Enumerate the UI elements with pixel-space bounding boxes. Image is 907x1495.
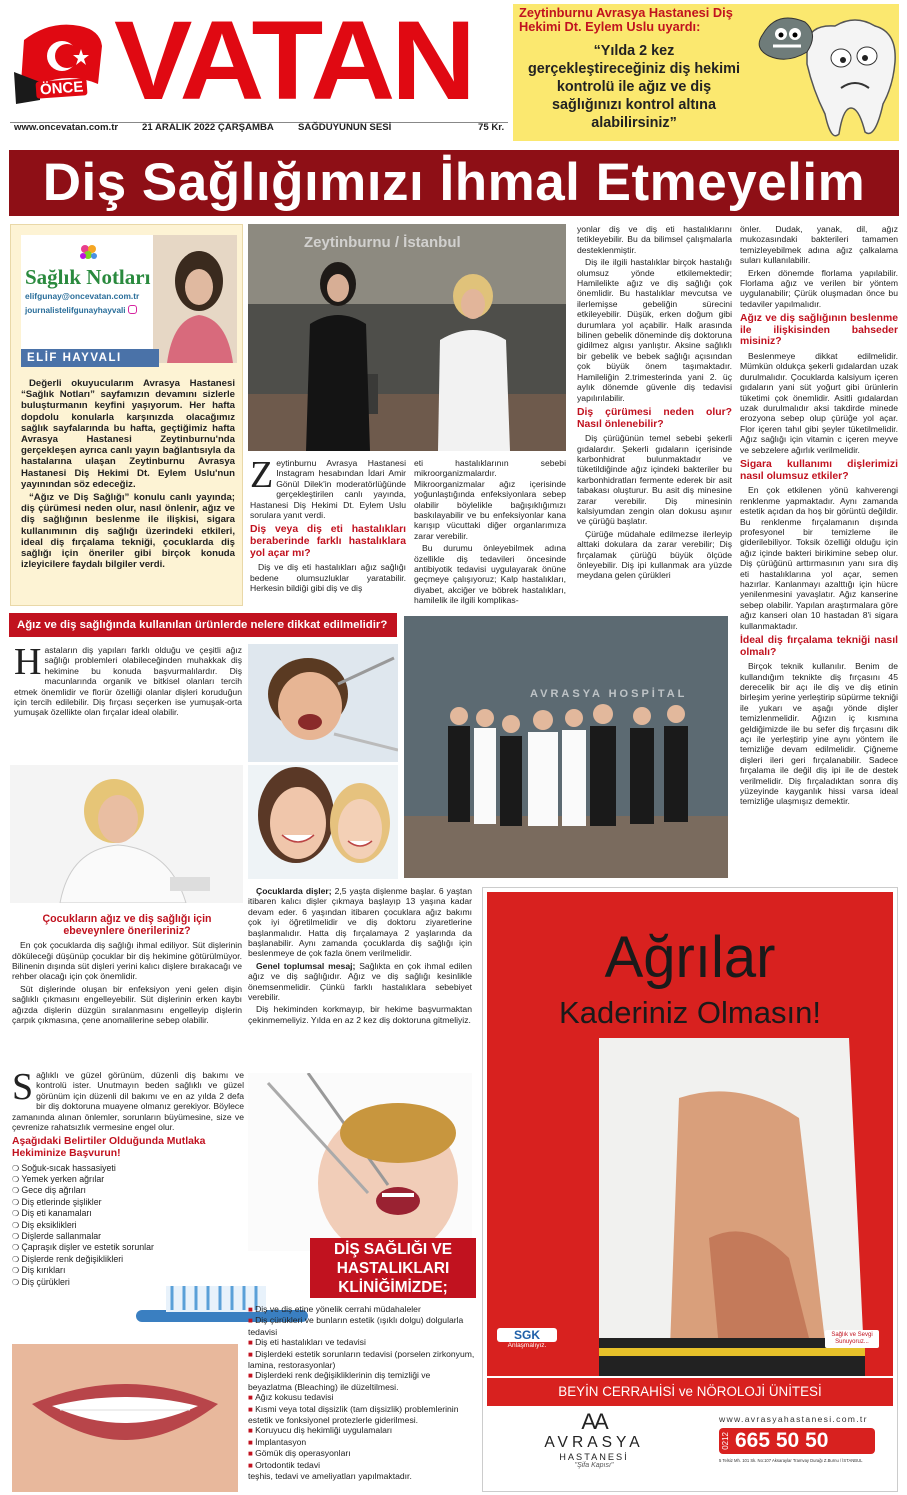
col-d-paragraph-3: Beslenmeye dikkat edilmelidir. Mümkün oldukça şekerli gıdalardan uzak durulmalıdır. Çocuklarda kalsiyum içeren gıdaların yani süt yoğurt gibi ürünlerin tüketimi çok önemlidir. Asitli gıdalardan uzak durulmalıdır aksi takdirde minede erozyona sebep olup çürüğe yol açar. Flor içeren tahıl gibi şeyler tüketilmelidir. Ağız sağlığı için vitamin c içeren meyve ve sebzelere ağırlık verilmelidir. <box>740 351 898 455</box>
website-link[interactable]: www.oncevatan.com.tr <box>14 122 119 133</box>
clinic-list <box>248 1304 476 1471</box>
sgk-sub: Anlaşmalıyız. <box>507 1342 547 1349</box>
col-b <box>414 458 566 608</box>
col-d-subhead-3: İdeal diş fırçalama tekniği nasıl olmalı? <box>740 634 898 658</box>
column-title: Sağlık Notları <box>25 265 151 289</box>
clinic-service-item: ■ İmplantasyon <box>248 1437 476 1448</box>
clinic-service-item: ■ Diş eti hastalıkları ve tedavisi <box>248 1337 476 1348</box>
ad-phone-box[interactable] <box>719 1428 875 1454</box>
stage-caption: Zeytinburnu / İstanbul <box>304 234 461 251</box>
clinic-service-item: ■ Kısmi veya total dişsizlik (tam dişsizlik) problemlerinin estetik ve fonksiyonel protezlerle giderilmesi. <box>248 1404 476 1426</box>
col-a-paragraph-2: Diş ve diş eti hastalıkları ağız sağlığı bedene olumsuzluklar yaratabilir. Herkesin bildiği gibi diş ve diş <box>250 562 406 594</box>
symptom-item: ❍ Çapraşık dişler ve estetik sorunlar <box>12 1242 244 1253</box>
symptom-item: ❍ Dişlerde sallanmalar <box>12 1231 244 1242</box>
col-a-subhead: Diş veya diş eti hastalıkları beraberinde farklı hastalıklara yol açar mı? <box>250 524 406 559</box>
sgk-logo <box>497 1328 557 1349</box>
col-d-subhead-2: Sigara kullanımı dişlerimizi nasıl olumsuz etkiler? <box>740 459 898 482</box>
clinic-title-box <box>310 1238 476 1298</box>
col-a <box>250 454 406 595</box>
col-b-paragraph-2: Bu durumu önleyebilmek adına özellikle diş tedavileri öncesinde antibiyotik tedavisi uygulayarak önüne geçmeye çalışıyoruz; Kalp hastalıkları, diyabet, akciğer ve böbrek hastalıkları, hamilelik ile ilgili komplikas- <box>414 543 566 606</box>
clinic-section <box>248 1304 476 1482</box>
clinic-service-item: ■ Gömük diş operasyonları <box>248 1448 476 1459</box>
symptom-item: ❍ Diş eti kanamaları <box>12 1208 244 1219</box>
mid-col-lead-2: Genel toplumsal mesaj; <box>256 960 356 971</box>
teaser-box <box>513 4 899 141</box>
price: 75 Kr. <box>478 122 505 133</box>
group-photo <box>404 616 728 878</box>
mid-col-paragraph-3: Diş hekiminden korkmayıp, bir hekime başvurmaktan çekinmemeliyiz. Yılda en az 2 kez diş doktoruna gitmeliyiz. <box>248 1004 472 1025</box>
ad-man-photo <box>559 1038 893 1376</box>
mid-col-paragraph-2: Sağlıkta en çok ihmal edilen ağız ve diş sağlığıdır. Ağız ve diş sağlığı kesinlikle önemsenmelidir. Çünkü farklı hastalıklara sebebiyet verebilir. <box>248 960 472 1003</box>
col-c-paragraph-3: Diş çürüğünün temel sebebi şekerli gıdalardır. Şekerli gıdaların içerisinde karbonhidrat bulunmaktadır ve tüketildiğinde ağız içindeki bakteriler bu karbonhidratları fermente ederek bir asit tabakası oluşturur. Bu asit diş minesine zarar verebilir. Diş minesinin kalsiyumdan zengin olan dokusu aşınır ve çürüğü başlatır. <box>577 433 732 527</box>
group-photo-caption: AVRASYA HOSPİTAL <box>530 688 688 700</box>
col-d-paragraph-1: önler. Dudak, yanak, dil, ağız mukozasındaki bakterileri tamamen temizleyebilmek adına ağız çalkalama suları kullanılabilir. <box>740 224 898 266</box>
mid-col-paragraph-1: 2,5 yaşta dişlenme başlar. 6 yaştan itibaren kalıcı dişler çıkmaya başlayıp 13 yaşına kadar devam eder. 6 yaşından itibaren çocuklara ağız bakımı çok iyi öğretilmelidir ve diş doktoru ziyaretlerine başlanmalıdır. Hatta diş fırçalamaya 2 yaşlarında da başlanabilir. Aynı zamanda çocuklarda diş sağlığı için beslenmeye de çok fazla önem verilmelidir. <box>248 886 472 959</box>
intro-paragraph-1: Değerli okuyucularım Avrasya Hastanesi “Sağlık Notları” sayfamızın devamını sizlerle buluşturmanın keyfini yaşıyorum. Her hafta dopdolu konularla karşınızda olacağımız sağlık sayfalarında bu hafta, geçtiğimiz hafta Avrasya Hastanesi Zeytinburnu'nda gerçekleşen ayrıca canlı yayın bağlantısıyla da hastalarına ulaşan Zeytinburnu Avrasya Hastanesi Diş Hekimi Dt. Eylem Uslu'nun yayınından söz edeceğiz. <box>21 378 235 490</box>
col-c-paragraph-1: yonlar diş ve diş eti hastalıklarını tetikleyebilir. Bu da bilimsel çalışmalarla desteklenmiştir. <box>577 224 732 255</box>
headline-banner <box>9 150 899 216</box>
col-d-paragraph-2: Erken dönemde florlama yapılabilir. Florlama ağız ve verilen bir yöntem uygulanabilir; Çürük oluşmadan önce bu tedaviler yapılmalıdır. <box>740 267 898 309</box>
column-email[interactable]: elifgunay@oncevatan.com.tr <box>25 291 140 301</box>
clinic-service-item: ■ Diş çürükleri ve bunların estetik (ışıklı dolgu) dolgularla tedavisi <box>248 1315 476 1337</box>
ad-phone-number: 665 50 50 <box>735 1429 829 1452</box>
ad-title: Ağrılar <box>604 925 776 990</box>
products-dropcap: H <box>14 641 42 683</box>
col-c-subhead: Diş çürümesi neden olur? Nasıl önlenebilir? <box>577 406 732 430</box>
mid-col-lead-1: Çocuklarda dişler; <box>256 886 332 896</box>
clinic-footer: teşhis, tedavi ve ameliyatları yapılmaktadır. <box>248 1471 412 1482</box>
clinic-service-item: ■ Ortodontik tedavi <box>248 1460 476 1471</box>
child-dentist-photo <box>248 644 398 762</box>
symptoms-paragraph: ağlıklı ve güzel görünüm, düzenli diş bakımı ve kontrolü ister. Unutmayın beden sağlıklı ve güzel görünüm için düzenli dil bakımı ve en az yılda 2 defa bir diş doktoruna muayene olmanız gerekiyor. Böylece zamanında alınan önlemler, sorunların büyümesine, size ve çevrenize rahatsızlık vermesine engel olur. <box>12 1070 244 1133</box>
ad-phone-code: 0212 <box>721 1432 730 1450</box>
children-paragraph-2: Süt dişlerinde oluşan bir enfeksiyon yeni gelen dişin sağlıklı çıkmasını engelleyebilir. Süt dişlerinin erken kaybı ağızda dişlerin düzgün sıralanmasını engelleyip dişlerin çarpık çıkmasına, çene anomalilerine sebep olabilir. <box>12 983 242 1026</box>
avrasya-brand-sub: HASTANESİ <box>559 1452 629 1462</box>
author-photo <box>153 235 237 363</box>
children-subhead: Çocukların ağız ve diş sağlığı için ebeveynlere önerileriniz? <box>42 913 212 937</box>
masthead-info <box>14 122 510 136</box>
products-bar <box>9 613 397 637</box>
logo-word: VATAN <box>114 0 472 123</box>
ad-website[interactable]: www.avrasyahastanesi.com.tr <box>719 1414 868 1424</box>
headline: Diş Sağlığımızı İhmal Etmeyelim <box>42 153 866 212</box>
teaser-quote: “Yılda 2 kez gerçekleştireceğiniz diş hekimi kontrolü ile ağız ve diş sağlığınızı kontrol altına alabilirsiniz” <box>528 43 740 131</box>
column-social-handle: journalistelifgunayhayvali <box>25 306 126 315</box>
symptom-item: ❍ Gece diş ağrıları <box>12 1185 244 1196</box>
ad-address: 5 Telsiz Mh. 101 Sk. No:107 Aksaraylar Tramvay Durağı Z.Burnu / İSTANBUL <box>719 1458 863 1463</box>
instagram-icon <box>128 305 137 314</box>
symptom-item: ❍ Diş etlerinde şişlikler <box>12 1197 244 1208</box>
smile-closeup-photo <box>12 1344 238 1492</box>
column-box <box>10 224 243 606</box>
intro-text <box>21 378 235 572</box>
ad-unit-bar <box>487 1378 893 1406</box>
issue-date: 21 ARALIK 2022 ÇARŞAMBA <box>142 122 274 133</box>
symptom-item: ❍ Yemek yerken ağrılar <box>12 1174 244 1185</box>
products-paragraph: astaların diş yapıları farklı olduğu ve çeşitli ağız sağlığı problemleri olabileceğinden muhakkak diş hekimine bu konuda başvurmalılardır. Diş macunlarında organik ve bitkisel olanları tercih etmek önemlidir ve florür özelliği olanlar dişleri koruduğun için tercih edilebilir. Diş fırçası seçerken ise yumuşak-orta yumuşak özellikte olan fırçalar ideal olabilir. <box>14 645 242 718</box>
symptoms-section <box>12 1066 244 1288</box>
mid-col <box>248 886 472 1027</box>
clinic-service-item: ■ Diş ve diş etine yönelik cerrahi müdahaleler <box>248 1304 476 1315</box>
col-c <box>577 224 732 583</box>
grape-icon <box>77 241 101 265</box>
col-d-subhead-1: Ağız ve diş sağlığının beslenme ile ilişkisinden bahseder misiniz? <box>740 313 898 348</box>
motto: SAĞDUYUNUN SESİ <box>298 122 392 133</box>
sgk-text: SGK <box>497 1328 557 1342</box>
author-bar <box>21 349 159 367</box>
col-a-dropcap: Z <box>250 454 274 496</box>
symptom-item: ❍ Diş eksiklikleri <box>12 1220 244 1231</box>
symptoms-title: Aşağıdaki Belirtiler Olduğunda Mutlaka Hekiminize Başvurun! <box>12 1136 206 1160</box>
avrasya-logo-mark: AA <box>581 1409 607 1434</box>
col-d <box>740 224 898 809</box>
col-d-paragraph-5: Birçok teknik kullanılır. Benim de kullandığım teknikte diş fırçasını 45 derecelik bir açı ile diş ve diş etinin birleşim yerine yerleştirip süpürme tekniği ile yukarı ve aşağı yönde dişler temizlenmelidir. Ağızın iç kısmına geldiğimizde ile bu sefer diş fırçasını dik açı ile yerleştirip yine aynı yöntem ile temizliğe devam edilmelidir. Çiğneme dişleri ileri geri fırçalanabilir. Sadece fırçalama ile değil diş ipi ile de destek verilmelidir. Diş fırçaladıktan sonra diş yüzeyinde kayganlık hissi varsa ideal temizliğe ulaşmışız demektir. <box>740 661 898 807</box>
symptom-item: ❍ Dişlerde renk değişiklikleri <box>12 1254 244 1265</box>
ad-badge: Sağlık ve Sevgi Sunuyoruz... <box>825 1330 879 1348</box>
logo-tag: ÖNCE <box>35 78 87 99</box>
column-header <box>21 235 237 363</box>
dental-exam-photo <box>248 1073 472 1251</box>
intro-paragraph-2: “Ağız ve Diş Sağlığı” konulu canlı yayında; diş çürümesi neden olur, nasıl önlenir, ağız ve diş sağlığının beslenme ile ilişkisi, sigara kullanımının diş sağlığı üzerindeki etkileri, ideal diş fırçalama tekniği, çocuklarda diş sağlığı için öneriler gibi birçok konuda izleyicilere faydalı bilgiler verdi. <box>21 492 235 571</box>
avrasya-slogan: "Şifa Kapısı" <box>574 1462 614 1469</box>
products-bar-title: Ağız ve diş sağlığında kullanılan ürünlerde nelere dikkat edilmelidir? <box>17 619 388 631</box>
doctor-portrait-photo <box>10 765 243 903</box>
col-b-paragraph-1: eti hastalıklarının sebebi mikroorganizmalardır. Mikroorganizmalar ağız içerisinde yoğunlaştığında enfeksiyonlara sebep olabilir böylelikle bağışıklığımızı baskılayabilir ve bu enfeksiyonlar kana karışıp vücuttaki diğer organlarımıza zarar verebilir. <box>414 458 566 541</box>
clinic-service-item: ■ Dişlerdeki estetik sorunların tedavisi (porselen zirkonyum, lamina, restorasyonlar) <box>248 1349 476 1371</box>
stage-photo <box>248 224 566 451</box>
ad-unit-text: BEYİN CERRAHİSİ ve NÖROLOJİ ÜNİTESİ <box>558 1384 822 1399</box>
col-a-paragraph-1: eytinburnu Avrasya Hastanesi Instagram hesabından İdari Amir Gönül Dilek'in moderatörlüğünde gerçekleştirilen canlı yayında, Hastanesi Diş Hekimi Dt. Eylem Uslu sorulara yanıt verdi. <box>250 458 406 521</box>
tooth-cartoon <box>747 4 899 141</box>
clinic-service-item: ■ Dişlerdeki renk değişikliklerinin diş temizliği ve beyazlatma (Bleaching) ile düzeltilmesi. <box>248 1370 476 1392</box>
clinic-title: DİŞ SAĞLIĞI VE HASTALIKLARI KLİNİĞİMİZDE; <box>333 1241 452 1296</box>
masthead <box>10 0 508 123</box>
symptoms-dropcap: S <box>12 1066 34 1108</box>
avrasya-brand: AVRASYA <box>544 1434 644 1451</box>
products-text <box>14 641 242 720</box>
avrasya-logo[interactable] <box>519 1410 669 1469</box>
hospital-ad[interactable] <box>482 887 898 1492</box>
author-name: ELİF HAYVALI <box>27 352 122 364</box>
smiles-photo <box>248 765 398 879</box>
teaser-kicker: Zeytinburnu Avrasya Hastanesi Diş Hekimi Dt. Eylem Uslu uyardı: <box>519 5 733 34</box>
symptom-item: ❍ Diş kırıkları <box>12 1265 244 1276</box>
clinic-service-item: ■ Koruyucu diş hekimliği uygulamaları <box>248 1425 476 1436</box>
column-social[interactable] <box>25 305 137 315</box>
col-c-paragraph-4: Çürüğe müdahale edilmezse ilerleyip alttaki dokulara da zarar verebilir; Diş fırçalamak çürüğü büyük ölçüde önleyebilir. Diş ipi kullanmak ara yüzde meydana gelen çürükleri <box>577 528 732 581</box>
col-d-paragraph-4: En çok etkilenen yönü kahverengi renklenme yapmaktadır. Aynı zamanda estetik açıdan da hoş bir görüntü değildir. Bu renklenme fırçalamanın dışında profesyonel bir temizleme ile giderilebiliyor. Toksik özelliği olduğu için ağız içinde bakteri birikimine sebep olur. Diş çürüğünü arttırmasının yanı sıra diş eti hastalıklarına yol açar, semen hazırlar. Kanlanmayı azalttığı için hücre yenilenmesini yavaşlatır. Ağız kanserine sebep olabilir. Yapılan araştırmalara göre ağız kanseri olan 10 hastadan 8'i sigara kullanmaktadır. <box>740 485 898 631</box>
symptom-item: ❍ Diş çürükleri <box>12 1277 244 1288</box>
clinic-service-item: ■ Ağız kokusu tedavisi <box>248 1392 476 1403</box>
ad-subtitle: Kaderiniz Olmasın! <box>559 995 821 1030</box>
children-section <box>12 910 242 1027</box>
col-c-paragraph-2: Diş ile ilgili hastalıklar birçok hastalığı olumsuz yönde etkilemektedir; Hamilelikte ağız ve diş sağlığı çok önemlidir. Bu hastalıklar mevcutsa ve ilerlemişse gebeliğin sürecini etkileyebilir. Düşük, erken doğum gibi durumlara yol açabilir. Halk arasında bilinen gebelik döneminde diş doktoruna gidilmez algısı yanlıştır. Aksine sağlıklı bir gebelik ve bebek sağlığı açısından çok büyük önem taşımaktadır. Hamileliğin 2.trimesterinda yani 2. üç aylık dönemde güvenle diş tedavisi yapılırılabilir. <box>577 257 732 403</box>
symptom-item: ❍ Soğuk-sıcak hassasiyeti <box>12 1163 244 1174</box>
children-paragraph-1: En çok çocuklarda diş sağlığı ihmal ediliyor. Süt dişlerinin döküleceği düşünüp çocuklar bir diş hekimine götürülmüyor. Bilinenin dışında süt dişleri yerini kalıcı dişlere bırakacağı ve rehber olacağı için çok önemlidir. <box>12 940 242 982</box>
